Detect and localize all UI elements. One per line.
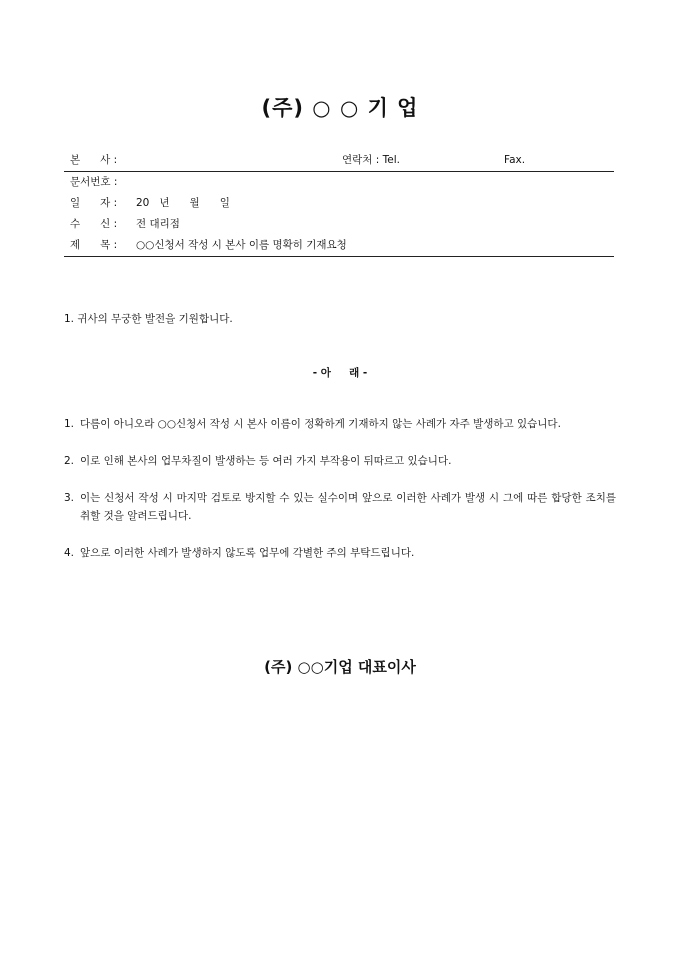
date-value: 20 년 월 일 [136, 197, 230, 209]
recipient-label: 수 신 : [70, 218, 118, 230]
subject-label: 제 목 : [70, 239, 118, 251]
item-number: 4. [64, 547, 75, 559]
body-list [64, 415, 616, 581]
header-row-subject [64, 235, 614, 257]
item-text: 앞으로 이러한 사례가 발생하지 않도록 업무에 각별한 주의 부탁드립니다. [80, 547, 415, 559]
list-item [64, 544, 616, 562]
contact-tel-label: 연락처 : Tel. [342, 154, 400, 166]
document-header [64, 150, 614, 257]
list-item [64, 415, 616, 433]
signature: (주) ○○기업 대표이사 [264, 658, 416, 676]
item-number: 1. [64, 418, 75, 430]
header-row-headquarters [64, 150, 614, 172]
list-item [64, 452, 616, 470]
fax-label: Fax. [504, 154, 526, 166]
document-title: (주) ○ ○ 기 업 [261, 96, 419, 120]
item-number: 3. [64, 492, 75, 504]
greeting-text: 1. 귀사의 무궁한 발전을 기원합니다. [64, 313, 233, 325]
item-text: 이는 신청서 작성 시 마지막 검토로 방지할 수 있는 실수이며 앞으로 이러한 사례가 발생 시 그에 따른 합당한 조치를 취할 것을 알려드립니다. [80, 492, 616, 522]
subject-value: ○○신청서 작성 시 본사 이름 명확히 기재요청 [136, 239, 347, 251]
recipient-value: 전 대리점 [136, 218, 180, 230]
header-row-doc-number [64, 172, 614, 193]
doc-number-label: 문서번호 : [70, 176, 118, 188]
section-heading: - 아 래 - [312, 367, 368, 379]
list-item [64, 489, 616, 525]
headquarters-label: 본 사 : [70, 154, 118, 166]
date-label: 일 자 : [70, 197, 118, 209]
header-row-date [64, 193, 614, 214]
header-row-recipient [64, 214, 614, 235]
item-text: 이로 인해 본사의 업무차질이 발생하는 등 여러 가지 부작용이 뒤따르고 있습니다. [80, 455, 452, 467]
item-text: 다름이 아니오라 ○○신청서 작성 시 본사 이름이 정확하게 기재하지 않는 사례가 자주 발생하고 있습니다. [80, 418, 561, 430]
item-number: 2. [64, 455, 75, 467]
